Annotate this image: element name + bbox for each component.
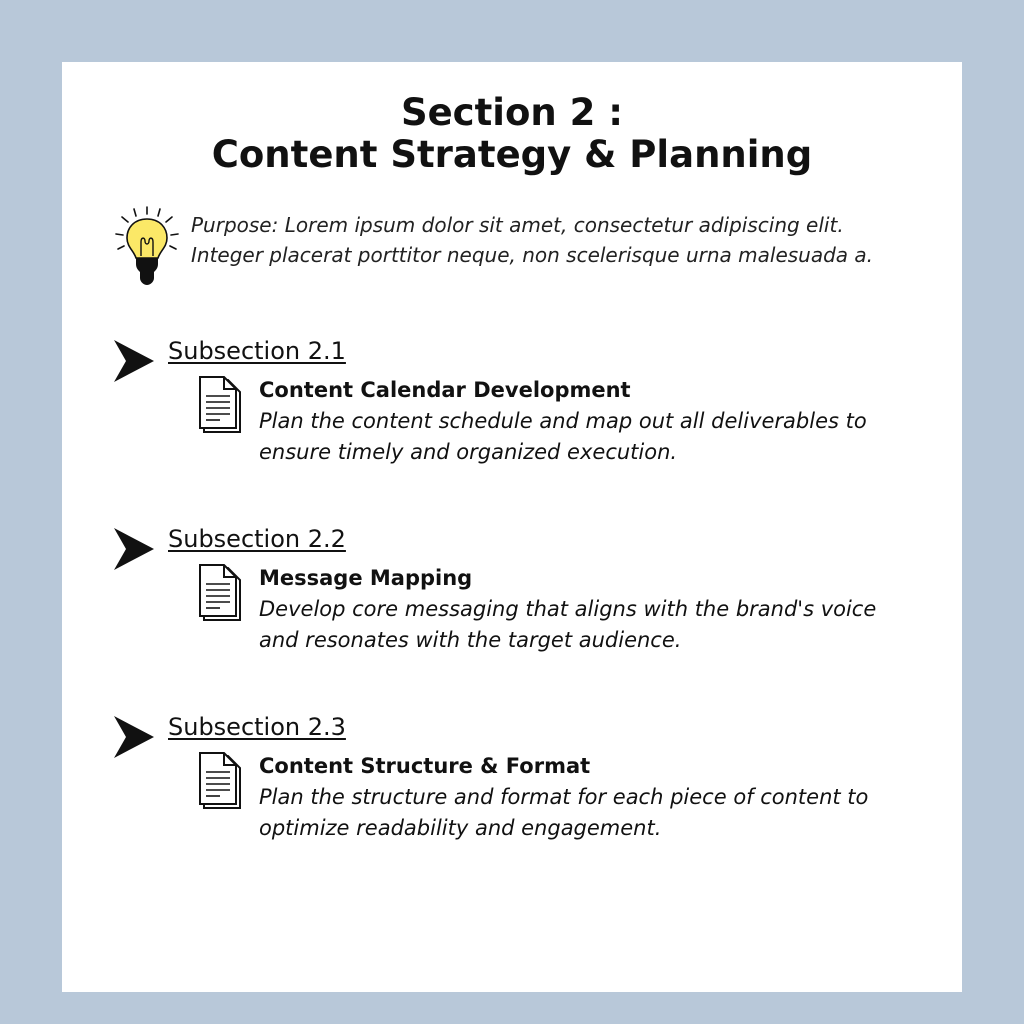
- arrow-right-icon: [114, 340, 154, 382]
- subsection-2-1: [62, 334, 962, 494]
- subsection-title: Content Structure & Format: [259, 754, 591, 778]
- document-icon: [198, 376, 246, 436]
- page-title-line-2: Content Strategy & Planning: [211, 133, 813, 176]
- page-title-line-1: Section 2 :: [400, 91, 624, 134]
- content-card: [62, 62, 962, 992]
- subsection-title: Content Calendar Development: [259, 378, 631, 402]
- subsection-2-2: [62, 522, 962, 682]
- document-icon: [198, 564, 246, 624]
- subsection-title: Message Mapping: [259, 566, 473, 590]
- subsection-heading[interactable]: Subsection 2.1: [168, 337, 346, 365]
- page-title: [62, 92, 962, 176]
- lightbulb-icon: [114, 206, 180, 286]
- purpose-text: [191, 210, 931, 270]
- arrow-right-icon: [114, 528, 154, 570]
- subsection-description: Plan the structure and format for each piece of content to optimize readability and engagement.: [259, 785, 869, 840]
- arrow-right-icon: [114, 716, 154, 758]
- subsection-description: Plan the content schedule and map out all deliverables to ensure timely and organized execution.: [259, 409, 867, 464]
- subsection-2-3: [62, 710, 962, 870]
- subsection-description: Develop core messaging that aligns with the brand's voice and resonates with the target audience.: [259, 597, 877, 652]
- subsection-heading[interactable]: Subsection 2.2: [168, 525, 346, 553]
- document-icon: [198, 752, 246, 812]
- subsection-heading[interactable]: Subsection 2.3: [168, 713, 346, 741]
- purpose-line-2: Integer placerat porttitor neque, non scelerisque urna malesuada a.: [191, 243, 874, 267]
- purpose-line-1: Purpose: Lorem ipsum dolor sit amet, consectetur adipiscing elit.: [191, 213, 844, 237]
